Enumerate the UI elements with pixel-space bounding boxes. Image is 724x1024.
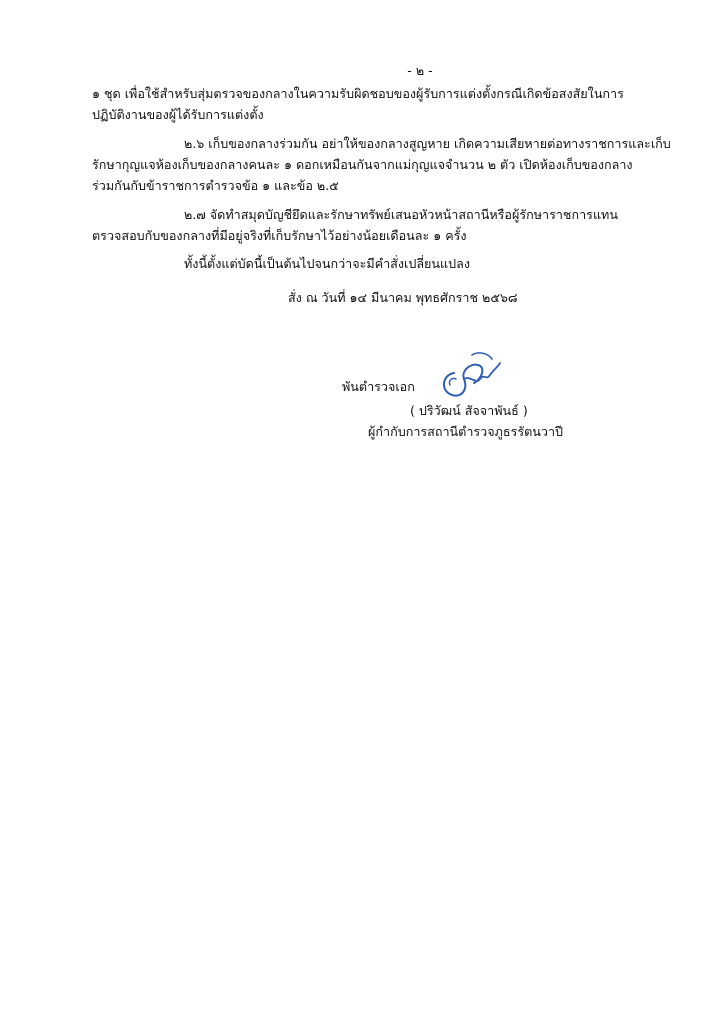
signatory-position: ผู้กำกับการสถานีตำรวจภูธรรัตนวาปี <box>368 424 564 439</box>
signatory-rank: พันตำรวจเอก <box>342 379 415 394</box>
effective-statement: ทั้งนี้ตั้งแต่บัดนี้เป็นต้นไปจนกว่าจะมีคำสั่งเปลี่ยนแปลง <box>184 256 471 271</box>
signatory-name: ( ปริวัฒน์ สัจจาพันธ์ ) <box>410 403 528 418</box>
clause-2-6-line-1: ๒.๖ เก็บของกลางร่วมกัน อย่าให้ของกลางสูญหาย เกิดความเสียหายต่อทางราชการและเก็บ <box>184 136 671 151</box>
clause-2-6-line-2: รักษากุญแจห้องเก็บของกลางคนละ ๑ ดอกเหมือนกันจากแม่กุญแจจำนวน ๒ ตัว เปิดห้องเก็บของกลาง <box>92 157 633 172</box>
order-date: สั่ง ณ วันที่ ๑๔ มีนาคม พุทธศักราช ๒๕๖๘ <box>288 290 518 305</box>
page-number: - ๒ - <box>407 63 433 78</box>
handwritten-signature <box>434 345 504 403</box>
clause-2-6-line-3: ร่วมกันกับข้าราชการตำรวจข้อ ๑ และข้อ ๒.๕ <box>92 178 339 193</box>
body-line-1: ๑ ชุด เพื่อใช้สำหรับสุ่มตรวจของกลางในความรับผิดชอบของผู้รับการแต่งตั้งกรณีเกิดข้อสงสัยในการ <box>92 86 624 101</box>
clause-2-7-line-1: ๒.๗ จัดทำสมุดบัญชียึดและรักษาทรัพย์เสนอหัวหน้าสถานีหรือผู้รักษาราชการแทน <box>184 207 618 222</box>
body-line-2: ปฏิบัติงานของผู้ได้รับการแต่งตั้ง <box>92 107 264 122</box>
clause-2-7-line-2: ตรวจสอบกับของกลางที่มีอยู่จริงที่เก็บรักษาไว้อย่างน้อยเดือนละ ๑ ครั้ง <box>92 228 467 243</box>
